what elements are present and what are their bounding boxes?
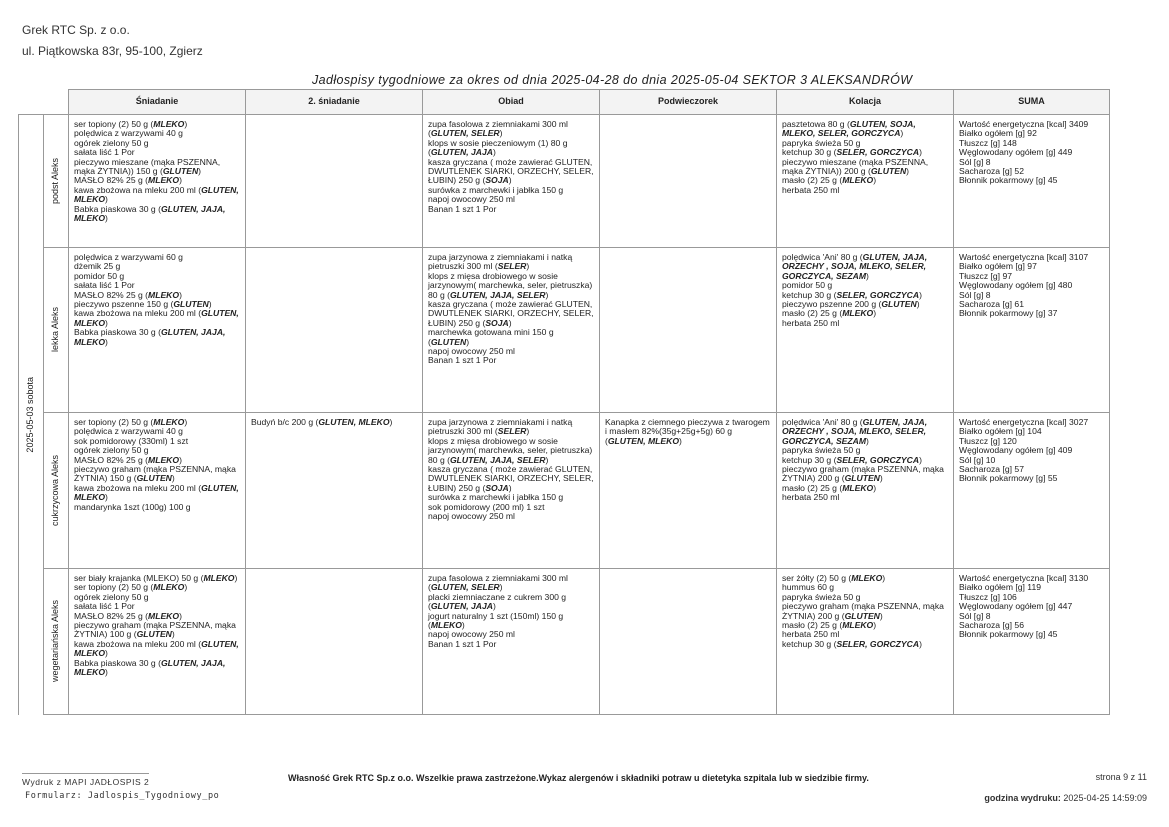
printout-source: [22, 773, 149, 787]
diet-label: podst Aleks: [50, 157, 61, 205]
table-row: [19, 115, 1110, 248]
nutrition-sum: Wartość energetyczna [kcal] 3027 Białko ogółem [g] 104 Tłuszcz [g] 120 Węglowodany ogółem [g] 409 Sól [g] 10 Sacharoza [g] 57 Błonnik pokarmowy [g] 55: [954, 413, 1110, 569]
ownership-note: Własność Grek RTC Sp.z o.o. Wszelkie prawa zastrzeżone.Wykaz alergenów i składniki potraw u dietetyka szpitala lub w siedzibie firmy.: [288, 773, 869, 783]
nutrition-sum: Wartość energetyczna [kcal] 3107 Białko ogółem [g] 97 Tłuszcz [g] 97 Węglowodany ogółem [g] 480 Sól [g] 8 Sacharoza [g] 61 Błonnik pokarmowy [g] 37: [954, 248, 1110, 413]
meal-dinner: polędwica 'Ani' 80 g (GLUTEN, JAJA, ORZECHY , SOJA, MLEKO, SELER, GORCZYCA, SEZAM) pomidor 50 g ketchup 30 g (SELER, GORCZYCA) pieczywo pszenne 200 g (GLUTEN) masło (2) 25 g (MLEKO) herbata 250 ml: [777, 248, 954, 413]
nutrition-sum: Wartość energetyczna [kcal] 3409 Białko ogółem [g] 92 Tłuszcz [g] 148 Węglowodany ogółem [g] 449 Sól [g] 8 Sacharoza [g] 52 Błonnik pokarmowy [g] 45: [954, 115, 1110, 248]
date-cell: [19, 115, 44, 715]
meal-breakfast: ser topiony (2) 50 g (MLEKO) polędwica z warzywami 40 g sok pomidorowy (330ml) 1 szt ogórek zielony 50 g MASŁO 82% 25 g (MLEKO) pieczywo graham (mąka PSZENNA, mąka ŻYTNIA) 150 g (GLUTEN) kawa zbożowa na mleku 200 ml (GLUTEN, MLEKO) mandarynka 1szt (100g) 100 g: [69, 413, 246, 569]
diet-label: wegetariańska Aleks: [50, 600, 61, 683]
print-time-value: 2025-04-25 14:59:09: [1063, 793, 1147, 803]
diet-label: lekka Aleks: [50, 307, 61, 353]
meal-breakfast: ser topiony (2) 50 g (MLEKO) polędwica z warzywami 40 g ogórek zielony 50 g sałata liść 1 Por pieczywo mieszane (mąka PSZENNA, mąka ŻYTNIA)) 150 g (GLUTEN) MASŁO 82% 25 g (MLEKO) kawa zbożowa na mleku 200 ml (GLUTEN, MLEKO) Babka piaskowa 30 g (GLUTEN, JAJA, MLEKO): [69, 115, 246, 248]
print-time-label: godzina wydruku:: [984, 793, 1061, 803]
table-row: [19, 248, 1110, 413]
table-row: [19, 413, 1110, 569]
company-name: Grek RTC Sp. z o.o.: [22, 23, 130, 37]
meal-lunch: zupa jarzynowa z ziemniakami i natką pietruszki 300 ml (SELER) klops z mięsa drobiowego w sosie jarzynowym( marchewka, seler, pietruszka) 80 g (GLUTEN, JAJA, SELER) kasza gryczana ( może zawierać GLUTEN, DWUTLENEK SIARKI, ORZECHY, SELER, ŁUBIN) 250 g (SOJA) surówka z marchewki i jabłka 150 g sok pomidorowy (200 ml) 1 szt napoj owocowy 250 ml: [423, 413, 600, 569]
column-header: 2. śniadanie: [246, 90, 423, 115]
column-header: Obiad: [423, 90, 600, 115]
date-label: 2025-05-03 sobota: [25, 376, 36, 453]
meal-dinner: pasztetowa 80 g (GLUTEN, SOJA, MLEKO, SELER, GORCZYCA) papryka świeża 50 g ketchup 30 g (SELER, GORCZYCA) pieczywo mieszane (mąka PSZENNA, mąka ŻYTNIA)) 200 g (GLUTEN) masło (2) 25 g (MLEKO) herbata 250 ml: [777, 115, 954, 248]
column-header: Podwieczorek: [600, 90, 777, 115]
meal-breakfast: polędwica z warzywami 60 g dżemik 25 g pomidor 50 g sałata liść 1 Por MASŁO 82% 25 g (MLEKO) pieczywo pszenne 150 g (GLUTEN) kawa zbożowa na mleku 200 ml (GLUTEN, MLEKO) Babka piaskowa 30 g (GLUTEN, JAJA, MLEKO): [69, 248, 246, 413]
printout-text: Wydruk z MAPI JADŁOSPIS 2: [22, 773, 149, 787]
meal-dinner: ser żółty (2) 50 g (MLEKO) hummus 60 g papryka świeża 50 g pieczywo graham (mąka PSZENNA, mąka ŻYTNIA) 200 g (GLUTEN) masło (2) 25 g (MLEKO) herbata 250 ml ketchup 30 g (SELER, GORCZYCA): [777, 569, 954, 715]
header-row: [19, 90, 1110, 115]
column-header: Kolacja: [777, 90, 954, 115]
meal-second-breakfast: Budyń b/c 200 g (GLUTEN, MLEKO): [246, 413, 423, 569]
diet-cell: [44, 248, 69, 413]
meal-lunch: zupa fasolowa z ziemniakami 300 ml (GLUTEN, SELER) klops w sosie pieczeniowym (1) 80 g (GLUTEN, JAJA) kasza gryczana ( może zawierać GLUTEN, DWUTLENEK SIARKI, ORZECHY, SELER, ŁUBIN) 250 g (SOJA) surówka z marchewki i jabłka 150 g napoj owocowy 250 ml Banan 1 szt 1 Por: [423, 115, 600, 248]
table-row: [19, 569, 1110, 715]
meal-second-breakfast: [246, 248, 423, 413]
header-blank: [44, 90, 69, 115]
print-time: [984, 793, 1147, 803]
header-blank: [19, 90, 44, 115]
meal-snack: [600, 569, 777, 715]
document-title: Jadłospisy tygodniowe za okres od dnia 2025-04-28 do dnia 2025-05-04 SEKTOR 3 ALEKSANDRÓW: [312, 73, 913, 87]
meal-snack: Kanapka z ciemnego pieczywa z twarogem i masłem 82%(35g+25g+5g) 60 g (GLUTEN, MLEKO): [600, 413, 777, 569]
meal-second-breakfast: [246, 569, 423, 715]
diet-cell: [44, 569, 69, 715]
meal-snack: [600, 115, 777, 248]
meal-breakfast: ser biały krajanka (MLEKO) 50 g (MLEKO) ser topiony (2) 50 g (MLEKO) ogórek zielony 50 g sałata liść 1 Por MASŁO 82% 25 g (MLEKO) pieczywo graham (mąka PSZENNA, mąka ŻYTNIA) 100 g (GLUTEN) kawa zbożowa na mleku 200 ml (GLUTEN, MLEKO) Babka piaskowa 30 g (GLUTEN, JAJA, MLEKO): [69, 569, 246, 715]
company-address: ul. Piątkowska 83r, 95-100, Zgierz: [22, 44, 203, 58]
meal-second-breakfast: [246, 115, 423, 248]
meal-dinner: polędwica 'Ani' 80 g (GLUTEN, JAJA, ORZECHY , SOJA, MLEKO, SELER, GORCZYCA, SEZAM) papryka świeża 50 g ketchup 30 g (SELER, GORCZYCA) pieczywo graham (mąka PSZENNA, mąka ŻYTNIA) 200 g (GLUTEN) masło (2) 25 g (MLEKO) herbata 250 ml: [777, 413, 954, 569]
diet-cell: [44, 413, 69, 569]
meal-lunch: zupa jarzynowa z ziemniakami i natką pietruszki 300 ml (SELER) klops z mięsa drobiowego w sosie jarzynowym( marchewka, seler, pietruszka) 80 g (GLUTEN, JAJA, SELER) kasza gryczana ( może zawierać GLUTEN, DWUTLENEK SIARKI, ORZECHY, SELER, ŁUBIN) 250 g (SOJA) marchewka gotowana mini 150 g (GLUTEN) napoj owocowy 250 ml Banan 1 szt 1 Por: [423, 248, 600, 413]
form-name: Formularz: Jadlospis_Tygodniowy_po: [25, 791, 220, 801]
menu-table: [18, 89, 1110, 715]
nutrition-sum: Wartość energetyczna [kcal] 3130 Białko ogółem [g] 119 Tłuszcz [g] 106 Węglowodany ogółem [g] 447 Sól [g] 8 Sacharoza [g] 56 Błonnik pokarmowy [g] 45: [954, 569, 1110, 715]
meal-lunch: zupa fasolowa z ziemniakami 300 ml (GLUTEN, SELER) placki ziemniaczane z cukrem 300 g (GLUTEN, JAJA) jogurt naturalny 1 szt (150ml) 150 g (MLEKO) napoj owocowy 250 ml Banan 1 szt 1 Por: [423, 569, 600, 715]
column-header: SUMA: [954, 90, 1110, 115]
meal-snack: [600, 248, 777, 413]
diet-cell: [44, 115, 69, 248]
diet-label: cukrzycowa Aleks: [50, 454, 61, 527]
page-number: strona 9 z 11: [1095, 772, 1147, 782]
column-header: Śniadanie: [69, 90, 246, 115]
